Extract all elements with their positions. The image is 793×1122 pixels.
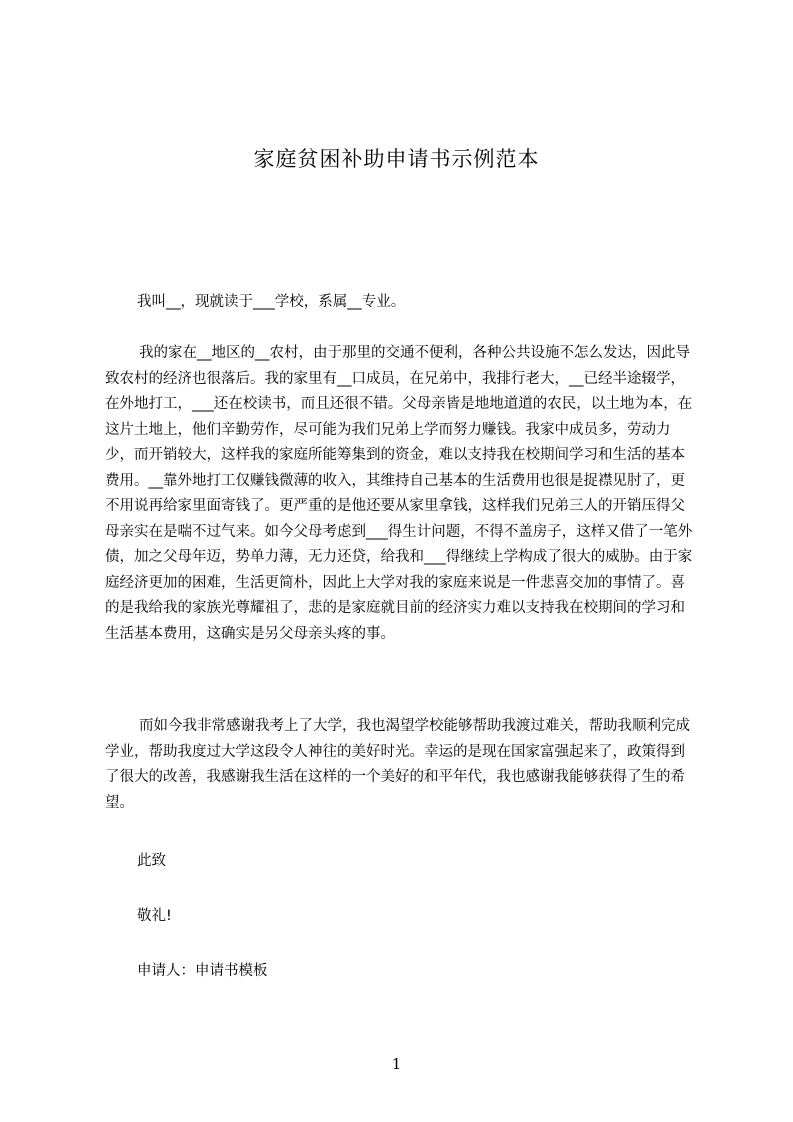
closing-ci-zhi: 此致 (137, 853, 166, 869)
closing-jing-li: 敬礼! (137, 908, 172, 924)
paragraph-family-situation: 我的家在__地区的__农村，由于那里的交通不便利，各种公共设施不怎么发达，因此导致农村的经济也很落后。我的家里有__口成员，在兄弟中，我排行老大，__已经半途辍学，在外地打工，___还在校读书，而且还很不错。父母亲皆是地地道道的农民，以土地为本，在这片土地上，他们辛勤劳作，尽可能为我们兄弟上学而努力赚钱。我家中成员多，劳动力少，而开销较大，这样我的家庭所能筹集到的资金，难以支持我在校期间学习和生活的基本费用。__靠外地打工仅赚钱微薄的收入，其维持自己基本的生活费用也很是捉襟见肘了，更不用说再给家里面寄钱了。更严重的是他还要从家里拿钱，这样我们兄弟三人的开销压得父母亲实在是喘不过气来。如今父母考虑到___得生计问题，不得不盖房子，这样又借了一笔外债，加之父母年迈，势单力薄，无力还贷，给我和___得继续上学构成了很大的威胁。由于家庭经济更加的困难，生活更简朴，因此上大学对我的家庭来说是一件悲喜交加的事情了。喜的是我给我的家族光尊耀祖了，悲的是家庭就目前的经济实力难以支持我在校期间的学习和生活基本费用，这确实是另父母亲头疼的事。 (105, 345, 693, 642)
page-number: 1 (391, 1055, 402, 1073)
paragraph-gratitude: 而如今我非常感谢我考上了大学，我也渴望学校能够帮助我渡过难关，帮助我顺利完成学业，帮助我度过大学这段令人神往的美好时光。幸运的是现在国家富强起来了，政策得到了很大的改善，我感谢我生活在这样的一个美好的和平年代，我也感谢我能够获得了生的希望。 (105, 718, 690, 811)
document-title: 家庭贫困补助申请书示例范本 (253, 147, 540, 171)
signature-line: 申请人：申请书模板 (137, 963, 268, 979)
intro-line: 我叫__，现就读于___学校，系属__专业。 (137, 294, 406, 310)
